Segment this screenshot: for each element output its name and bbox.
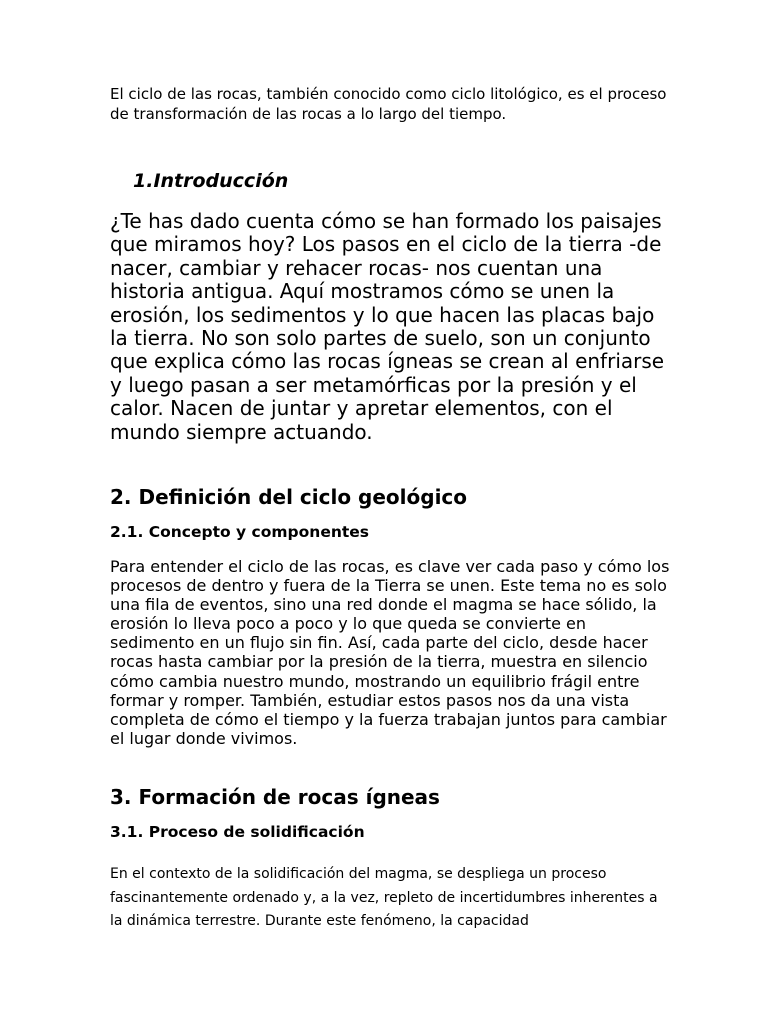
section-2-1-paragraph: Para entender el ciclo de las rocas, es clave ver cada paso y cómo los procesos de dentro y fuera de la Tierra se unen. Este tema no es solo una fila de eventos, sino una red donde el magma se hace sólido, la erosión lo lleva poco a poco y lo que queda se convierte en sedimento en un flujo sin fin. Así, cada parte del ciclo, desde hacer rocas hasta cambiar por la presión de la tierra, muestra en silencio cómo cambia nuestro mundo, mostrando un equilibrio frágil entre formar y romper. También, estudiar estos pasos nos da una vista completa de cómo el tiempo y la fuerza trabajan juntos para cambiar el lugar donde vivimos.	[110, 557, 670, 748]
section-3-1-subheading: 3.1. Proceso de solidificación	[110, 823, 365, 841]
intro-paragraph: El ciclo de las rocas, también conocido como ciclo litológico, es el proceso de transformación de las rocas a lo largo del tiempo.	[110, 85, 667, 123]
section-2-heading: 2. Definición del ciclo geológico	[110, 485, 468, 509]
section-2-1-subheading: 2.1. Concepto y componentes	[110, 523, 370, 541]
section-1-paragraph: ¿Te has dado cuenta cómo se han formado los paisajes que miramos hoy? Los pasos en el ciclo de la tierra -de nacer, cambiar y rehacer rocas- nos cuentan una historia antigua. Aquí mostramos cómo se unen la erosión, los sedimentos y lo que hacen las placas bajo la tierra. No son solo partes de suelo, son un conjunto que explica cómo las rocas ígneas se crean al enfriarse y luego pasan a ser metamórficas por la presión y el calor. Nacen de juntar y apretar elementos, con el mundo siempre actuando.	[110, 209, 665, 444]
section-3-1-paragraph: En el contexto de la solidificación del magma, se despliega un proceso fascinantemente ordenado y, a la vez, repleto de incertidumbres inherentes a la dinámica terrestre. Durante este fenómeno, la capacidad	[110, 866, 658, 929]
section-3-heading: 3. Formación de rocas ígneas	[110, 785, 440, 809]
section-1-heading: 1.Introducción	[133, 170, 289, 192]
